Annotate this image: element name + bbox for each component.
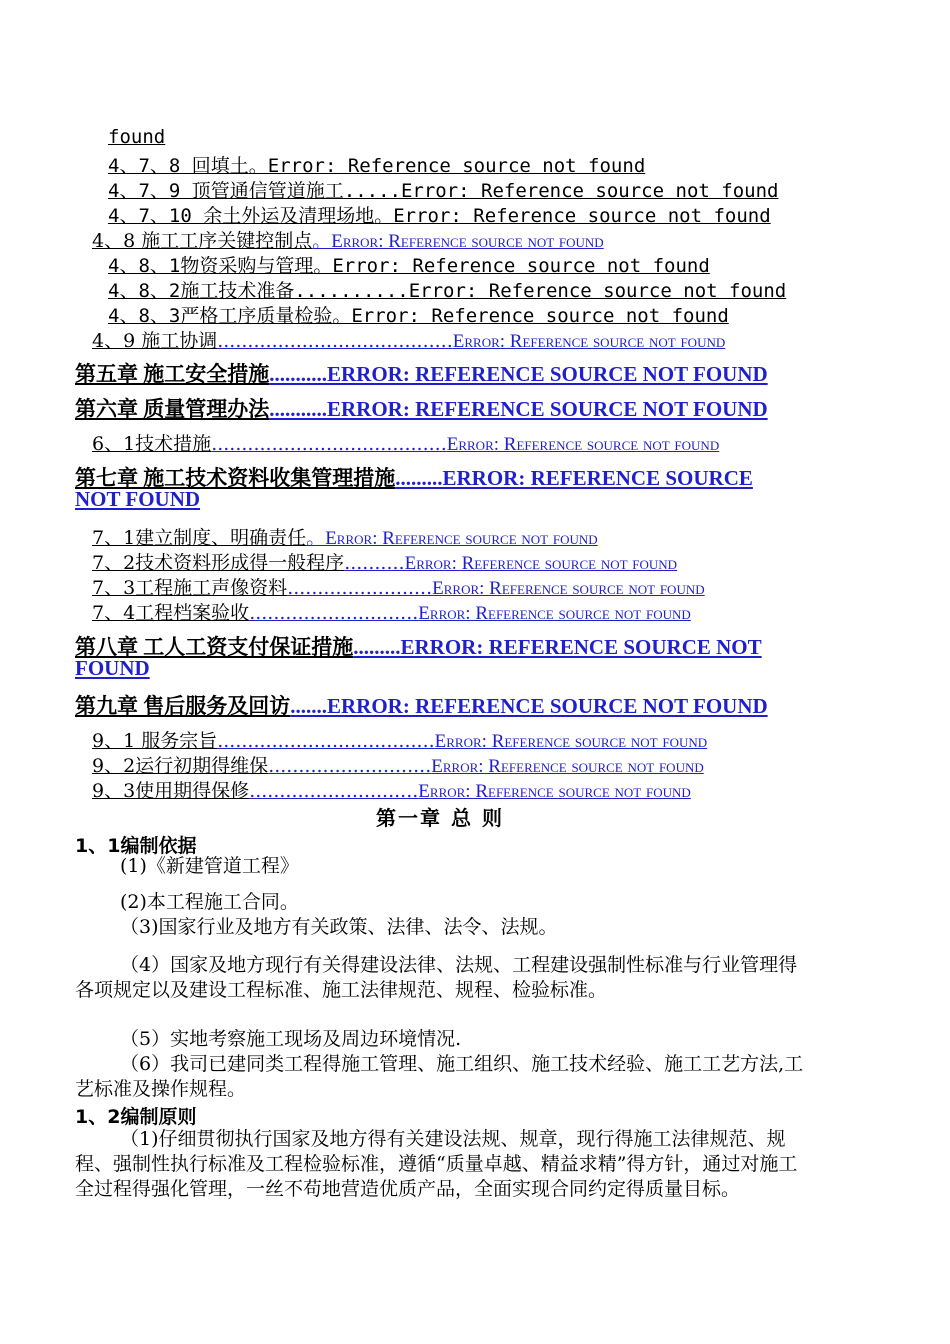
toc-chapter-5[interactable] [75,358,768,388]
toc-error-ref: Error: Reference source not found [434,731,708,752]
toc-entry-title: 4、7、10 余土外运及清理场地 [108,205,375,227]
section-heading: 1、2编制原则 [75,1106,197,1128]
toc-entry-title: 9、2运行初期得维保 [92,755,269,777]
toc-error-ref: Error: Reference source not found [408,280,787,302]
toc-dots: ............................ [249,780,419,802]
toc-error-ref: Error: Reference source not found [418,781,691,802]
toc-line-9-3[interactable] [92,776,691,803]
toc-chapter-9[interactable] [75,690,768,720]
paragraph: （5）实地考察施工现场及周边环境情况. [120,1028,462,1050]
toc-dots: ........................ [287,577,433,599]
toc-line-4-7-10[interactable] [108,201,771,228]
toc-error-ref: .........ERROR: REFERENCE SOURCE NOT [353,635,762,659]
toc-entry-title: 4、8、2施工技术准备 [108,280,295,302]
toc-error-ref: Error: Reference source not found [431,756,704,777]
toc-line-7-1[interactable] [92,523,598,550]
toc-error-ref: .........ERROR: REFERENCE SOURCE [395,466,753,490]
toc-chapter-title: 第六章 质量管理办法 [75,397,270,421]
toc-entry-title: 7、4工程档案验收 [92,602,250,624]
toc-chapter-8[interactable] [75,631,762,661]
toc-line-4-7-8[interactable] [108,151,645,178]
toc-dots: ............................ [249,602,419,624]
toc-line-9-2[interactable] [92,751,704,778]
toc-entry-title: 4、9 施工协调 [92,330,218,352]
toc-line-7-4[interactable] [92,598,691,625]
toc-chapter-title: 第九章 售后服务及回访 [75,694,291,718]
toc-line-4-8-3[interactable] [108,301,729,328]
toc-line-9-1[interactable] [92,726,707,753]
toc-error-ref: Error: Reference source not found [404,553,678,574]
toc-entry-title: 7、2技术资料形成得一般程序 [92,552,345,574]
toc-dots: .......... [294,280,409,302]
toc-error-ref: 。Error: Reference source not found [248,155,646,177]
toc-dots: .......... [344,552,405,574]
toc-error-ref: 。Error: Reference source not found [374,205,771,227]
paragraph: （1)仔细贯彻执行国家及地方得有关建设法规、规章，现行得施工法律规范、规程、强制性执行标准及工程检验标准，遵循“质量卓越、精益求精”得方针，通过对施工全过程得强化管理，一丝不苟地营造优质产品，全面实现合同约定得质量目标。 [75,1128,798,1200]
toc-chapter-title: 第八章 工人工资支付保证措施 [75,635,354,659]
toc-entry-title: 7、1建立制度、明确责任 [92,527,307,549]
toc-error-ref: Error: Reference source not found [432,578,705,599]
toc-line-6-1[interactable] [92,429,719,456]
toc-entry-title: 4、7、8 回填土 [108,155,249,177]
toc-error-ref: Error: Reference source not found [400,180,779,202]
toc-entry-title: 9、3使用期得保修 [92,780,250,802]
toc-error-ref: ...........ERROR: REFERENCE SOURCE NOT FOUND [269,397,768,421]
toc-entry-title: 4、8、3严格工序质量检验 [108,305,333,327]
toc-text: found [108,126,166,148]
toc-error-ref: FOUND [75,656,150,680]
toc-dots: ....................................... [211,433,447,455]
toc-line-4-9[interactable] [92,326,725,353]
paragraph: （6）我司已建同类工程得施工管理、施工组织、施工技术经验、施工工艺方法,工艺标准及操作规程。 [75,1053,804,1100]
toc-error-ref: Error: Reference source not found [452,331,726,352]
toc-chapter-7-wrap[interactable] [75,487,200,512]
toc-error-ref: Error: Reference source not found [446,434,720,455]
section-heading: 1、1编制依据 [75,835,197,857]
toc-error-ref: Error: Reference source not found [418,603,691,624]
toc-error-ref: 。Error: Reference source not found [312,231,604,252]
toc-line-4-8[interactable] [92,226,604,253]
chapter-title: 第一章 总 则 [376,806,504,830]
toc-error-ref: .......ERROR: REFERENCE SOURCE NOT FOUND [290,694,768,718]
toc-error-ref: 。Error: Reference source not found [332,305,729,327]
toc-error-ref: 。Error: Reference source not found [306,528,598,549]
toc-entry-title: 7、3工程施工声像资料 [92,577,288,599]
toc-error-ref: NOT FOUND [75,487,201,511]
paragraph: (1)《新建管道工程》 [120,855,299,877]
toc-line-7-3[interactable] [92,573,705,600]
toc-line-4-8-1[interactable] [108,251,710,278]
toc-dots: ........................... [268,755,432,777]
toc-entry-title: 4、8 施工工序关键控制点 [92,230,313,252]
toc-chapter-6[interactable] [75,393,768,423]
toc-entry-title: 9、1 服务宗旨 [92,730,218,752]
paragraph: （3)国家行业及地方有关政策、法律、法令、法规。 [120,916,558,938]
toc-line-7-2[interactable] [92,548,677,575]
toc-line-4-7-9[interactable] [108,176,778,203]
toc-chapter-title: 第七章 施工技术资料收集管理措施 [75,466,396,490]
toc-dots: .................................... [217,730,435,752]
toc-chapter-title: 第五章 施工安全措施 [75,362,270,386]
toc-line-continuation[interactable] [108,126,165,148]
paragraph: (2)本工程施工合同。 [120,891,299,913]
toc-error-ref: ...........ERROR: REFERENCE SOURCE NOT FOUND [269,362,768,386]
paragraph: （4）国家及地方现行有关得建设法律、法规、工程建设强制性标准与行业管理得各项规定以及建设工程标准、施工法律规范、规程、检验标准。 [75,954,798,1001]
toc-entry-title: 4、8、1物资采购与管理 [108,255,314,277]
toc-entry-title: 4、7、9 顶管通信管道施工 [108,180,344,202]
toc-entry-title: 6、1技术措施 [92,433,212,455]
toc-dots: ..... [343,180,401,202]
toc-error-ref: 。Error: Reference source not found [313,255,710,277]
toc-line-4-8-2[interactable] [108,276,786,303]
toc-dots: ....................................... [217,330,453,352]
toc-chapter-8-wrap[interactable] [75,656,150,681]
